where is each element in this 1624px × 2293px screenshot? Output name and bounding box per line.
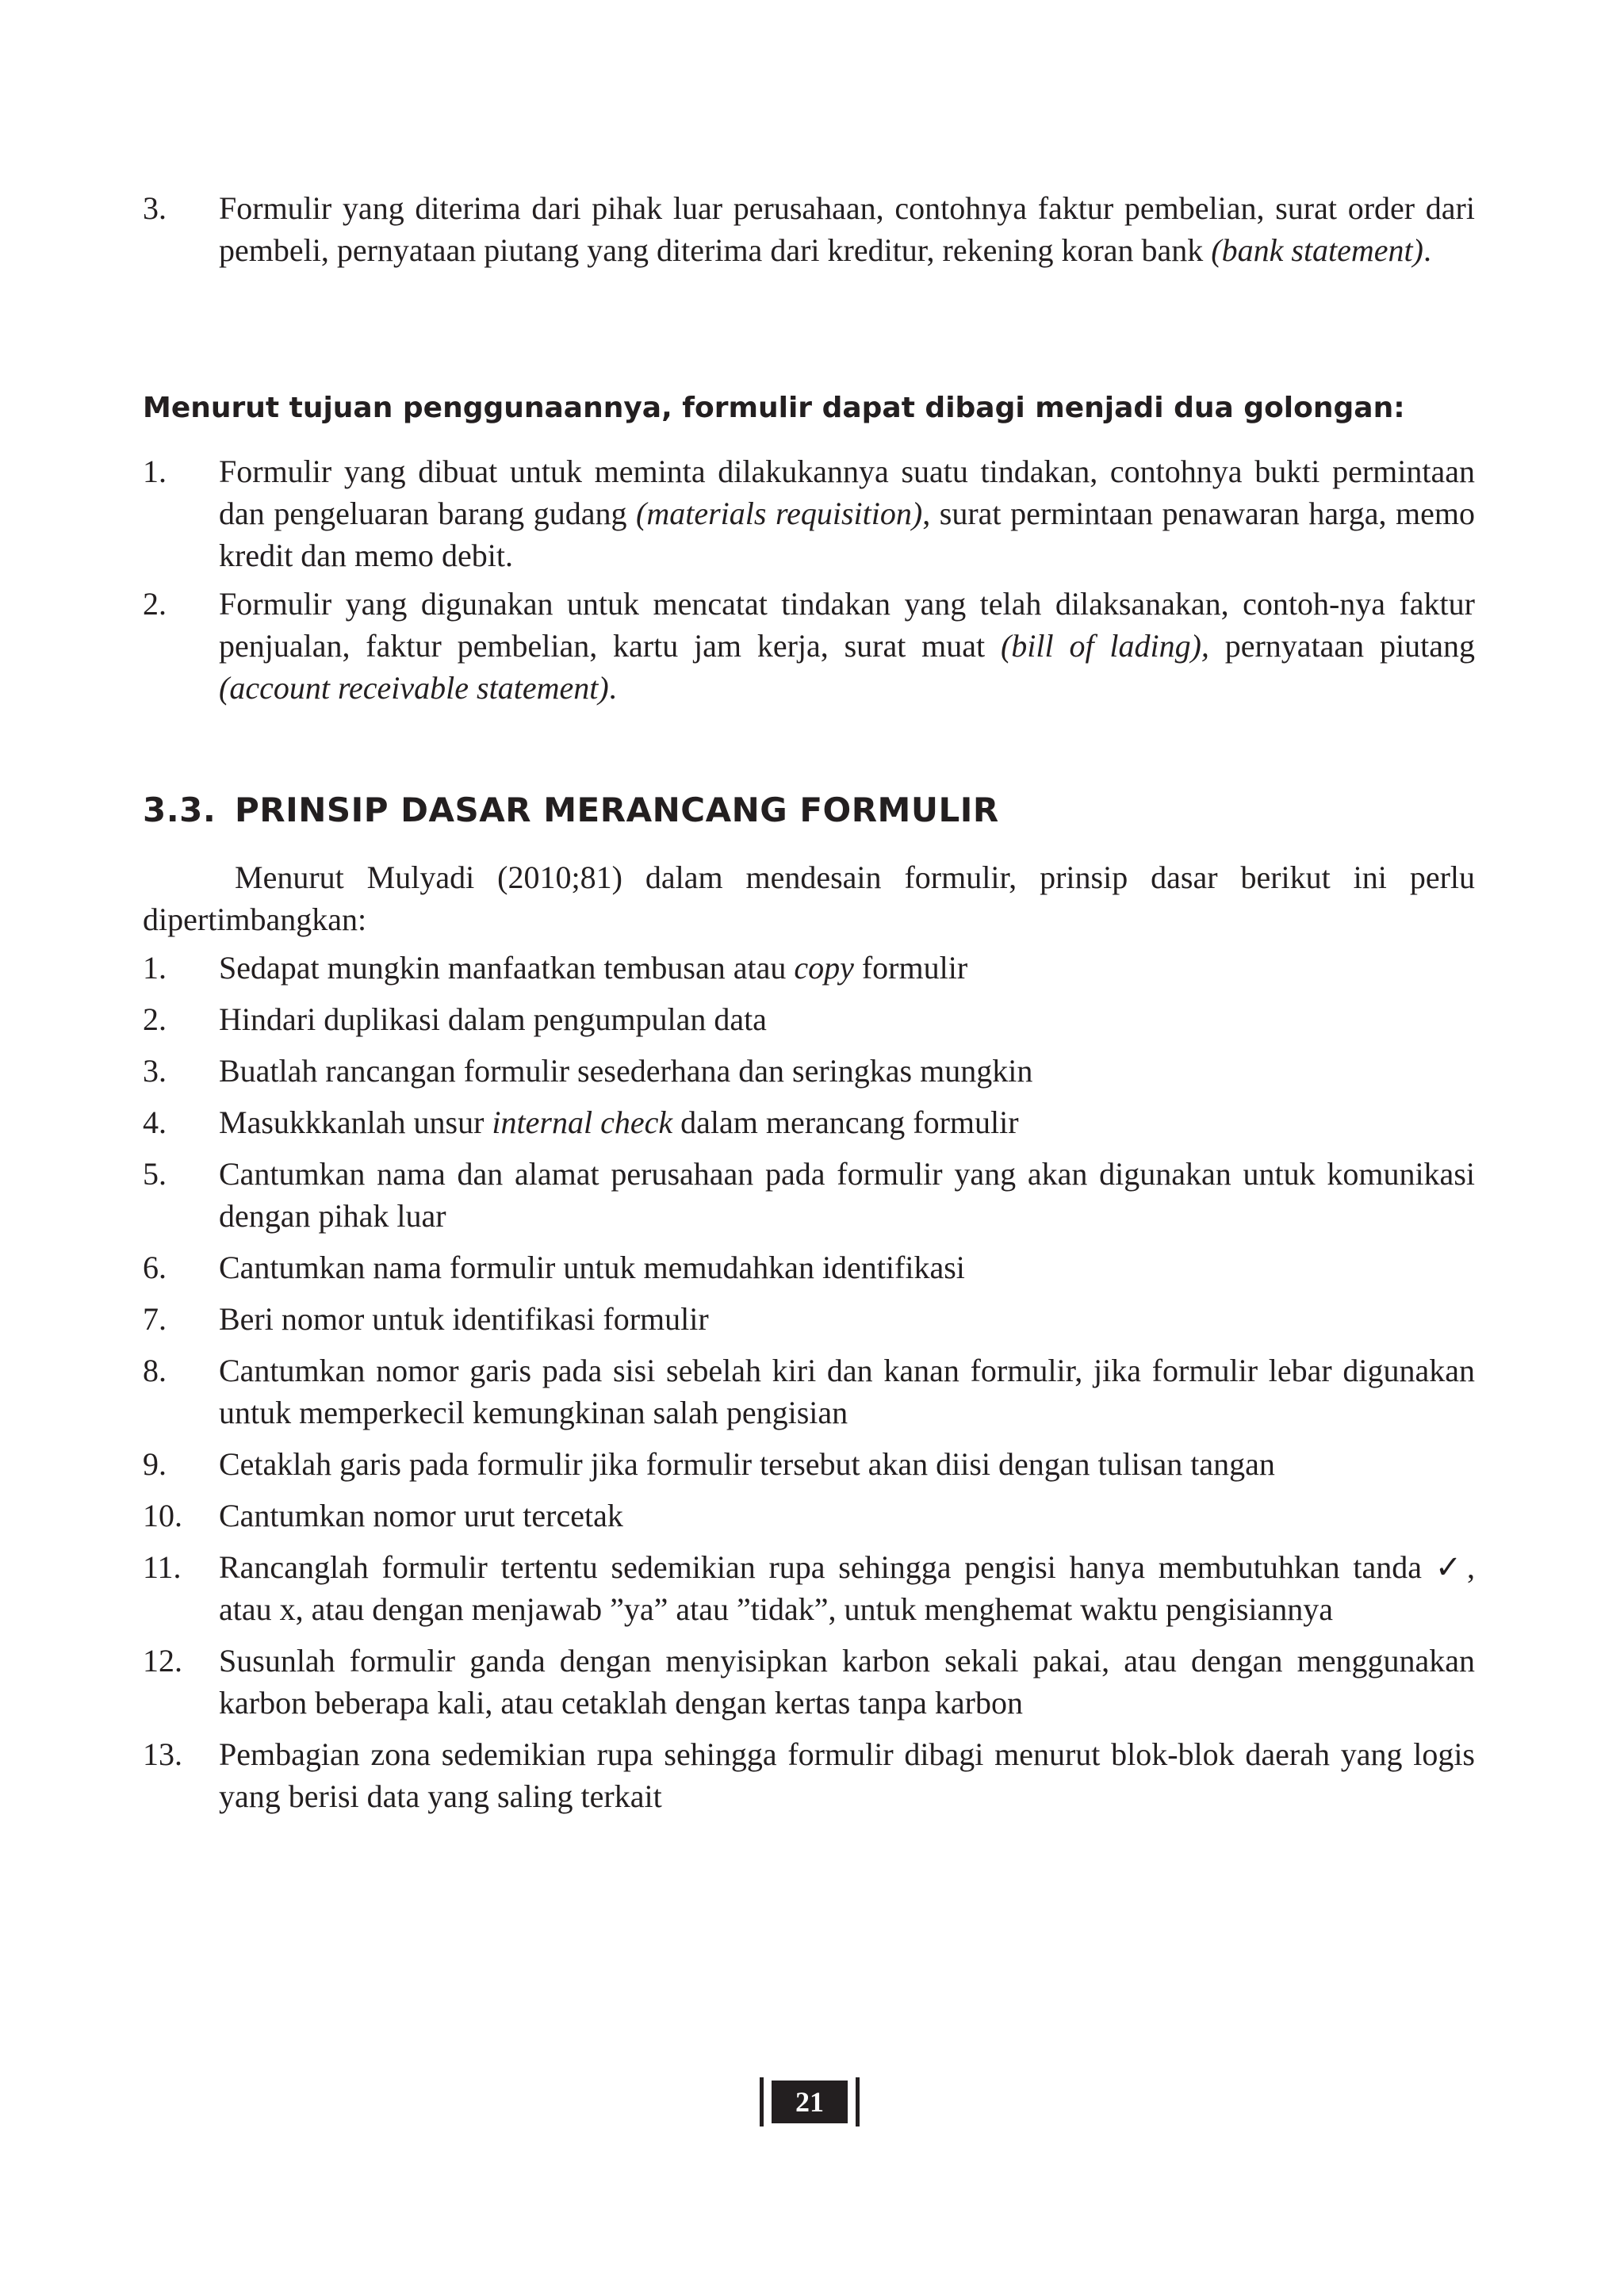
- list-item-text: Formulir yang dibuat untuk meminta dilakukannya suatu tindakan, contohnya bukti permintaan dan pengeluaran barang gudang (materials requisition), surat permintaan penawaran harga, memo kredit dan memo debit.: [219, 454, 1475, 573]
- page-number-footer: [760, 2077, 860, 2126]
- list-item-number: 10.: [143, 1498, 182, 1533]
- page-number-right-bar: [856, 2077, 860, 2126]
- list-item-number: 13.: [143, 1736, 182, 1772]
- section-heading: [143, 788, 1491, 833]
- list-item-number: 9.: [143, 1446, 167, 1482]
- list-item: [143, 998, 1475, 1040]
- list-item: [143, 1153, 1475, 1237]
- list-item-text: Rancanglah formulir tertentu sedemikian rupa sehingga pengisi hanya membutuhkan tanda ✓, atau x, atau dengan menjawab ”ya” atau ”tidak”, untuk menghemat waktu pengisiannya: [219, 1549, 1475, 1627]
- list-item-number: 8.: [143, 1353, 167, 1388]
- list-form-purpose: [143, 450, 1475, 709]
- list-item: [143, 1495, 1475, 1537]
- list-item-number: 2.: [143, 586, 167, 622]
- list-item-text: Pembagian zona sedemikian rupa sehingga formulir dibagi menurut blok-blok daerah yang logis yang berisi data yang saling terkait: [219, 1736, 1475, 1814]
- list-item-number: 6.: [143, 1250, 167, 1285]
- list-item: [143, 450, 1475, 576]
- list-item: [143, 1546, 1475, 1630]
- list-item-text: Susunlah formulir ganda dengan menyisipkan karbon sekali pakai, atau dengan menggunakan karbon beberapa kali, atau cetaklah dengan kertas tanpa karbon: [219, 1643, 1475, 1721]
- list-item-text: Cantumkan nomor garis pada sisi sebelah kiri dan kanan formulir, jika formulir lebar digunakan untuk memperkecil kemungkinan salah pengisian: [219, 1353, 1475, 1430]
- page-number-left-bar: [760, 2077, 764, 2126]
- list-item-text: Cetaklah garis pada formulir jika formulir tersebut akan diisi dengan tulisan tangan: [219, 1446, 1275, 1482]
- list-item-text: Beri nomor untuk identifikasi formulir: [219, 1301, 709, 1337]
- list-item: [143, 187, 1475, 271]
- list-item-number: 12.: [143, 1643, 182, 1679]
- list-item: [143, 1349, 1475, 1434]
- section-title: PRINSIP DASAR MERANCANG FORMULIR: [235, 790, 999, 829]
- list-item-text: Cantumkan nomor urut tercetak: [219, 1498, 623, 1533]
- list-item: [143, 1298, 1475, 1340]
- list-item: [143, 1101, 1475, 1143]
- list-item-text: Cantumkan nama formulir untuk memudahkan identifikasi: [219, 1250, 965, 1285]
- list-item: [143, 1246, 1475, 1288]
- list-item: [143, 1733, 1475, 1817]
- list-item-number: 3.: [143, 190, 167, 226]
- list-item-number: 7.: [143, 1301, 167, 1337]
- list-form-sources: [143, 187, 1475, 271]
- list-item-number: 5.: [143, 1156, 167, 1192]
- page-number: 21: [772, 2081, 848, 2123]
- list-item-number: 1.: [143, 454, 167, 489]
- list-item-text: Sedapat mungkin manfaatkan tembusan atau copy formulir: [219, 950, 968, 986]
- list-principles: [143, 947, 1475, 1817]
- list-item: [143, 947, 1475, 989]
- list-item: [143, 1640, 1475, 1724]
- list-item-number: 11.: [143, 1549, 182, 1585]
- list-item-text: Formulir yang diterima dari pihak luar perusahaan, contohnya faktur pembelian, surat order dari pembeli, pernyataan piutang yang diterima dari kreditur, rekening koran bank (bank statement).: [219, 190, 1475, 268]
- list-item-text: Formulir yang digunakan untuk mencatat tindakan yang telah dilaksanakan, contoh-nya faktur penjualan, faktur pembelian, kartu jam kerja, surat muat (bill of lading), pernyataan piutang (account receivable statement).: [219, 586, 1475, 706]
- list-item-number: 4.: [143, 1104, 167, 1140]
- purpose-heading: Menurut tujuan penggunaannya, formulir dapat dibagi menjadi dua golongan:: [143, 392, 1405, 424]
- list-item-text: Cantumkan nama dan alamat perusahaan pada formulir yang akan digunakan untuk komunikasi dengan pihak luar: [219, 1156, 1475, 1234]
- list-item: [143, 1050, 1475, 1092]
- list-item-number: 3.: [143, 1053, 167, 1089]
- list-item-number: 1.: [143, 950, 167, 986]
- list-item: [143, 1443, 1475, 1485]
- list-item-text: Hindari duplikasi dalam pengumpulan data: [219, 1001, 767, 1037]
- list-item: [143, 583, 1475, 709]
- section-intro: Menurut Mulyadi (2010;81) dalam mendesain formulir, prinsip dasar berikut ini perlu dipertimbangkan:: [143, 859, 1475, 937]
- list-item-text: Buatlah rancangan formulir sesederhana dan seringkas mungkin: [219, 1053, 1033, 1089]
- section-number: 3.3.: [143, 790, 216, 829]
- list-item-number: 2.: [143, 1001, 167, 1037]
- list-item-text: Masukkkanlah unsur internal check dalam merancang formulir: [219, 1104, 1019, 1140]
